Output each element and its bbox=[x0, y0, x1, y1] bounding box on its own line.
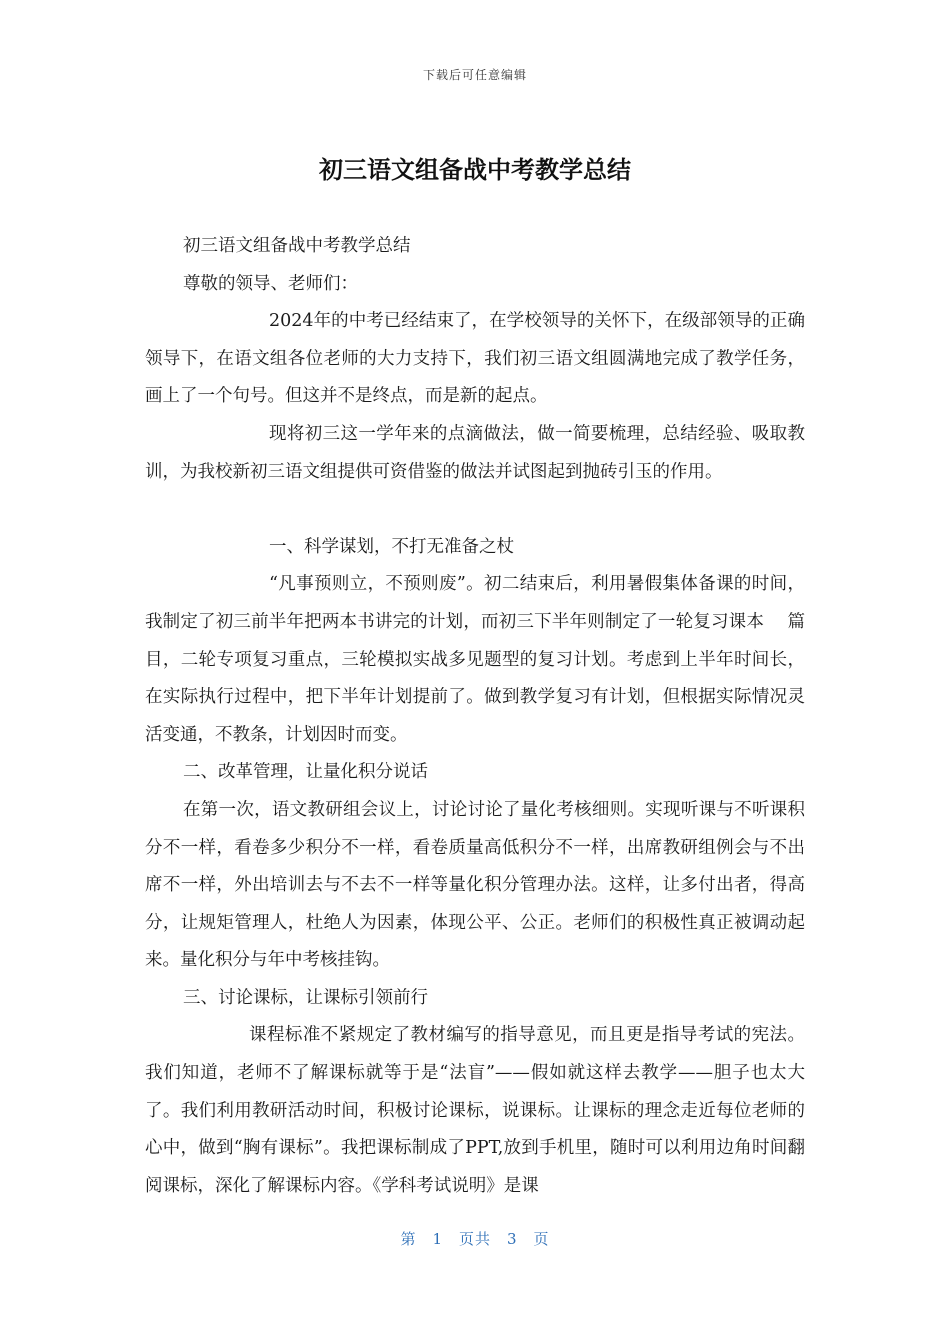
paragraph-section-1: “凡事预则立，不预则废”。初二结束后，利用暑假集体备课的时间，我制定了初三前半年把两本书讲完的计划，而初三下半年则制定了一轮复习课本 篇目，二轮专项复习重点，三轮模拟实战多见题型的复习计划。考虑到上半年时间长，在实际执行过程中，把下半年计划提前了。做到教学复习有计划，但根据实际情况灵活变通，不教条，计划因时而变。 bbox=[145, 574, 805, 745]
paragraph-salutation: 尊敬的领导、老师们： bbox=[183, 273, 358, 294]
paragraph-intro: 2024年的中考已经结束了，在学校领导的关怀下，在级部领导的正确领导下，在语文组各位老师的大力支持下，我们初三语文组圆满地完成了教学任务，画上了一个句号。但这并不是终点，而是新的起点。 bbox=[145, 311, 805, 407]
paragraph-gap bbox=[145, 491, 805, 529]
section-heading-1: 一、科学谋划，不打无准备之杖 bbox=[269, 536, 514, 557]
paragraph-subtitle: 初三语文组备战中考教学总结 bbox=[183, 236, 411, 256]
paragraph-summary: 现将初三这一学年来的点滴做法，做一简要梳理，总结经验、吸取教训，为我校新初三语文组提供可资借鉴的做法并试图起到抛砖引玉的作用。 bbox=[145, 423, 805, 482]
section-heading-3: 三、讨论课标，让课标引领前行 bbox=[183, 987, 428, 1008]
page-footer: 第 1 页共 3 页 bbox=[400, 1230, 550, 1248]
document-body bbox=[145, 228, 805, 1205]
paragraph-section-2: 在第一次，语文教研组会议上，讨论讨论了量化考核细则。实现听课与不听课积分不一样，看卷多少积分不一样，看卷质量高低积分不一样，出席教研组例会与不出席不一样，外出培训去与不去不一样等量化积分管理办法。这样，让多付出者，得高分，让规矩管理人，杜绝人为因素，体现公平、公正。老师们的积极性真正被调动起来。量化积分与年中考核挂钩。 bbox=[145, 799, 805, 971]
section-heading-2: 二、改革管理，让量化积分说话 bbox=[183, 762, 428, 783]
paragraph-section-3: 课程标准不紧规定了教材编写的指导意见，而且更是指导考试的宪法。我们知道，老师不了解课标就等于是“法盲”——假如就这样去教学——胆子也太大了。我们利用教研活动时间，积极讨论课标，说课标。让课标的理念走近每位老师的心中，做到“胸有课标”。我把课标制成了PPT,放到手机里，随时可以利用边角时间翻阅课标，深化了解课标内容。《学科考试说明》是课 bbox=[145, 1025, 805, 1196]
document-title: 初三语文组备战中考教学总结 bbox=[319, 156, 631, 184]
header-note: 下载后可任意编辑 bbox=[422, 68, 527, 82]
